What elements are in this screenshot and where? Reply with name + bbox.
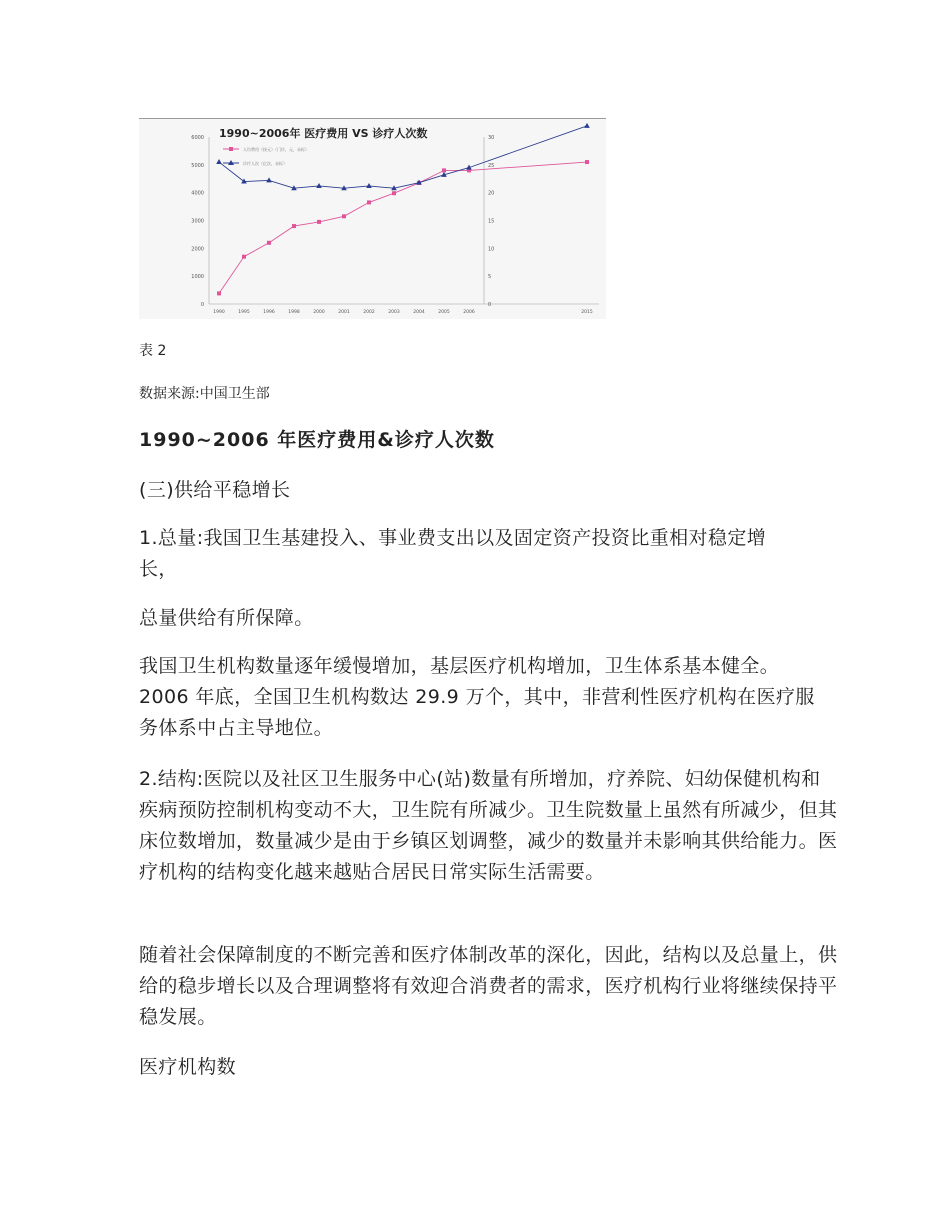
series-1-point: [342, 214, 346, 218]
left-tick-label: 5000: [191, 162, 204, 169]
series-2-point: [366, 183, 372, 188]
paragraph-structure: 2.结构:医院以及社区卫生服务中心(站)数量有所增加，疗养院、妇幼保健机构和疾病预防控制机构变动不大，卫生院有所减少。卫生院数量上虽然有所减少，但其床位数增加，数量减少是由于乡镇区划调整，减少的数量并未影响其供给能力。医疗机构的结构变化越来越贴合居民日常实际生活需要。: [139, 768, 838, 883]
right-tick-label: 30: [488, 135, 495, 141]
legend-series-2: 诊疗人次（亿次，未标）: [243, 161, 287, 166]
series-1-point: [442, 168, 446, 172]
series-2-point: [584, 123, 590, 128]
x-tick-label: 2003: [388, 310, 400, 315]
series-1-point: [392, 191, 396, 195]
left-tick-label: 6000: [191, 135, 204, 141]
x-tick-label: 2004: [413, 310, 425, 315]
paragraph-total: 1.总量:我国卫生基建投入、事业费支出以及固定资产投资比重相对稳定增长，: [139, 527, 767, 580]
chart-image: [139, 118, 606, 319]
left-tick-label: 3000: [191, 218, 204, 225]
series-2-point: [316, 183, 322, 188]
series-2-point: [266, 177, 272, 182]
x-tick-label: 1990: [213, 310, 225, 315]
x-tick-label: 2002: [363, 310, 375, 315]
paragraph-institution-count: 医疗机构数: [139, 1056, 237, 1078]
x-tick-label: 2006: [463, 310, 475, 315]
right-tick-label: 15: [488, 218, 495, 225]
right-tick-label: 20: [488, 190, 495, 197]
series-1-point: [585, 160, 589, 164]
paragraph-supply: 总量供给有所保障。: [139, 607, 314, 629]
x-tick-label: 1996: [263, 310, 275, 315]
section-title: (三)供给平稳增长: [139, 479, 291, 501]
right-tick-label: 25: [488, 162, 495, 169]
series-1-point: [367, 200, 371, 204]
x-tick-label: 2015: [581, 310, 593, 315]
left-tick-label: 2000: [191, 246, 204, 253]
left-tick-label: 4000: [191, 190, 204, 197]
series-1-point: [217, 291, 221, 295]
chart-legend: [223, 146, 309, 166]
x-tick-label: 1995: [238, 310, 250, 315]
legend-series-1: 人均费用（按元）（门诊，元，未标）: [243, 147, 309, 152]
right-tick-label: 5: [488, 274, 492, 281]
chart-heading: 1990~2006 年医疗费用&诊疗人次数: [139, 429, 495, 451]
left-tick-label: 0: [200, 302, 204, 308]
chart-title: 1990~2006年 医疗费用 VS 诊疗人次数: [219, 127, 428, 140]
series-1-point: [267, 241, 271, 245]
chart-svg: [139, 119, 606, 319]
series-1-point: [292, 224, 296, 228]
x-tick-label: 2005: [438, 310, 450, 315]
x-tick-label: 1998: [288, 310, 300, 315]
left-tick-label: 1000: [191, 274, 204, 281]
x-tick-label: 2001: [338, 310, 350, 315]
table-label: 表 2: [139, 343, 167, 359]
paragraph-institutions: 我国卫生机构数量逐年缓慢增加，基层医疗机构增加，卫生体系基本健全。2006 年底，全国卫生机构数达 29.9 万个，其中，非营利性医疗机构在医疗服务体系中占主导地位。: [139, 655, 815, 739]
series-1-point: [317, 220, 321, 224]
series-2-point: [216, 159, 222, 164]
series-1-point: [242, 255, 246, 259]
data-source: 数据来源:中国卫生部: [139, 386, 270, 402]
paragraph-outlook: 随着社会保障制度的不断完善和医疗体制改革的深化，因此，结构以及总量上，供给的稳步增长以及合理调整将有效迎合消费者的需求，医疗机构行业将继续保持平稳发展。: [139, 944, 838, 1028]
right-tick-label: 0: [488, 302, 492, 308]
right-tick-label: 10: [488, 246, 495, 253]
x-tick-label: 2000: [313, 310, 325, 315]
